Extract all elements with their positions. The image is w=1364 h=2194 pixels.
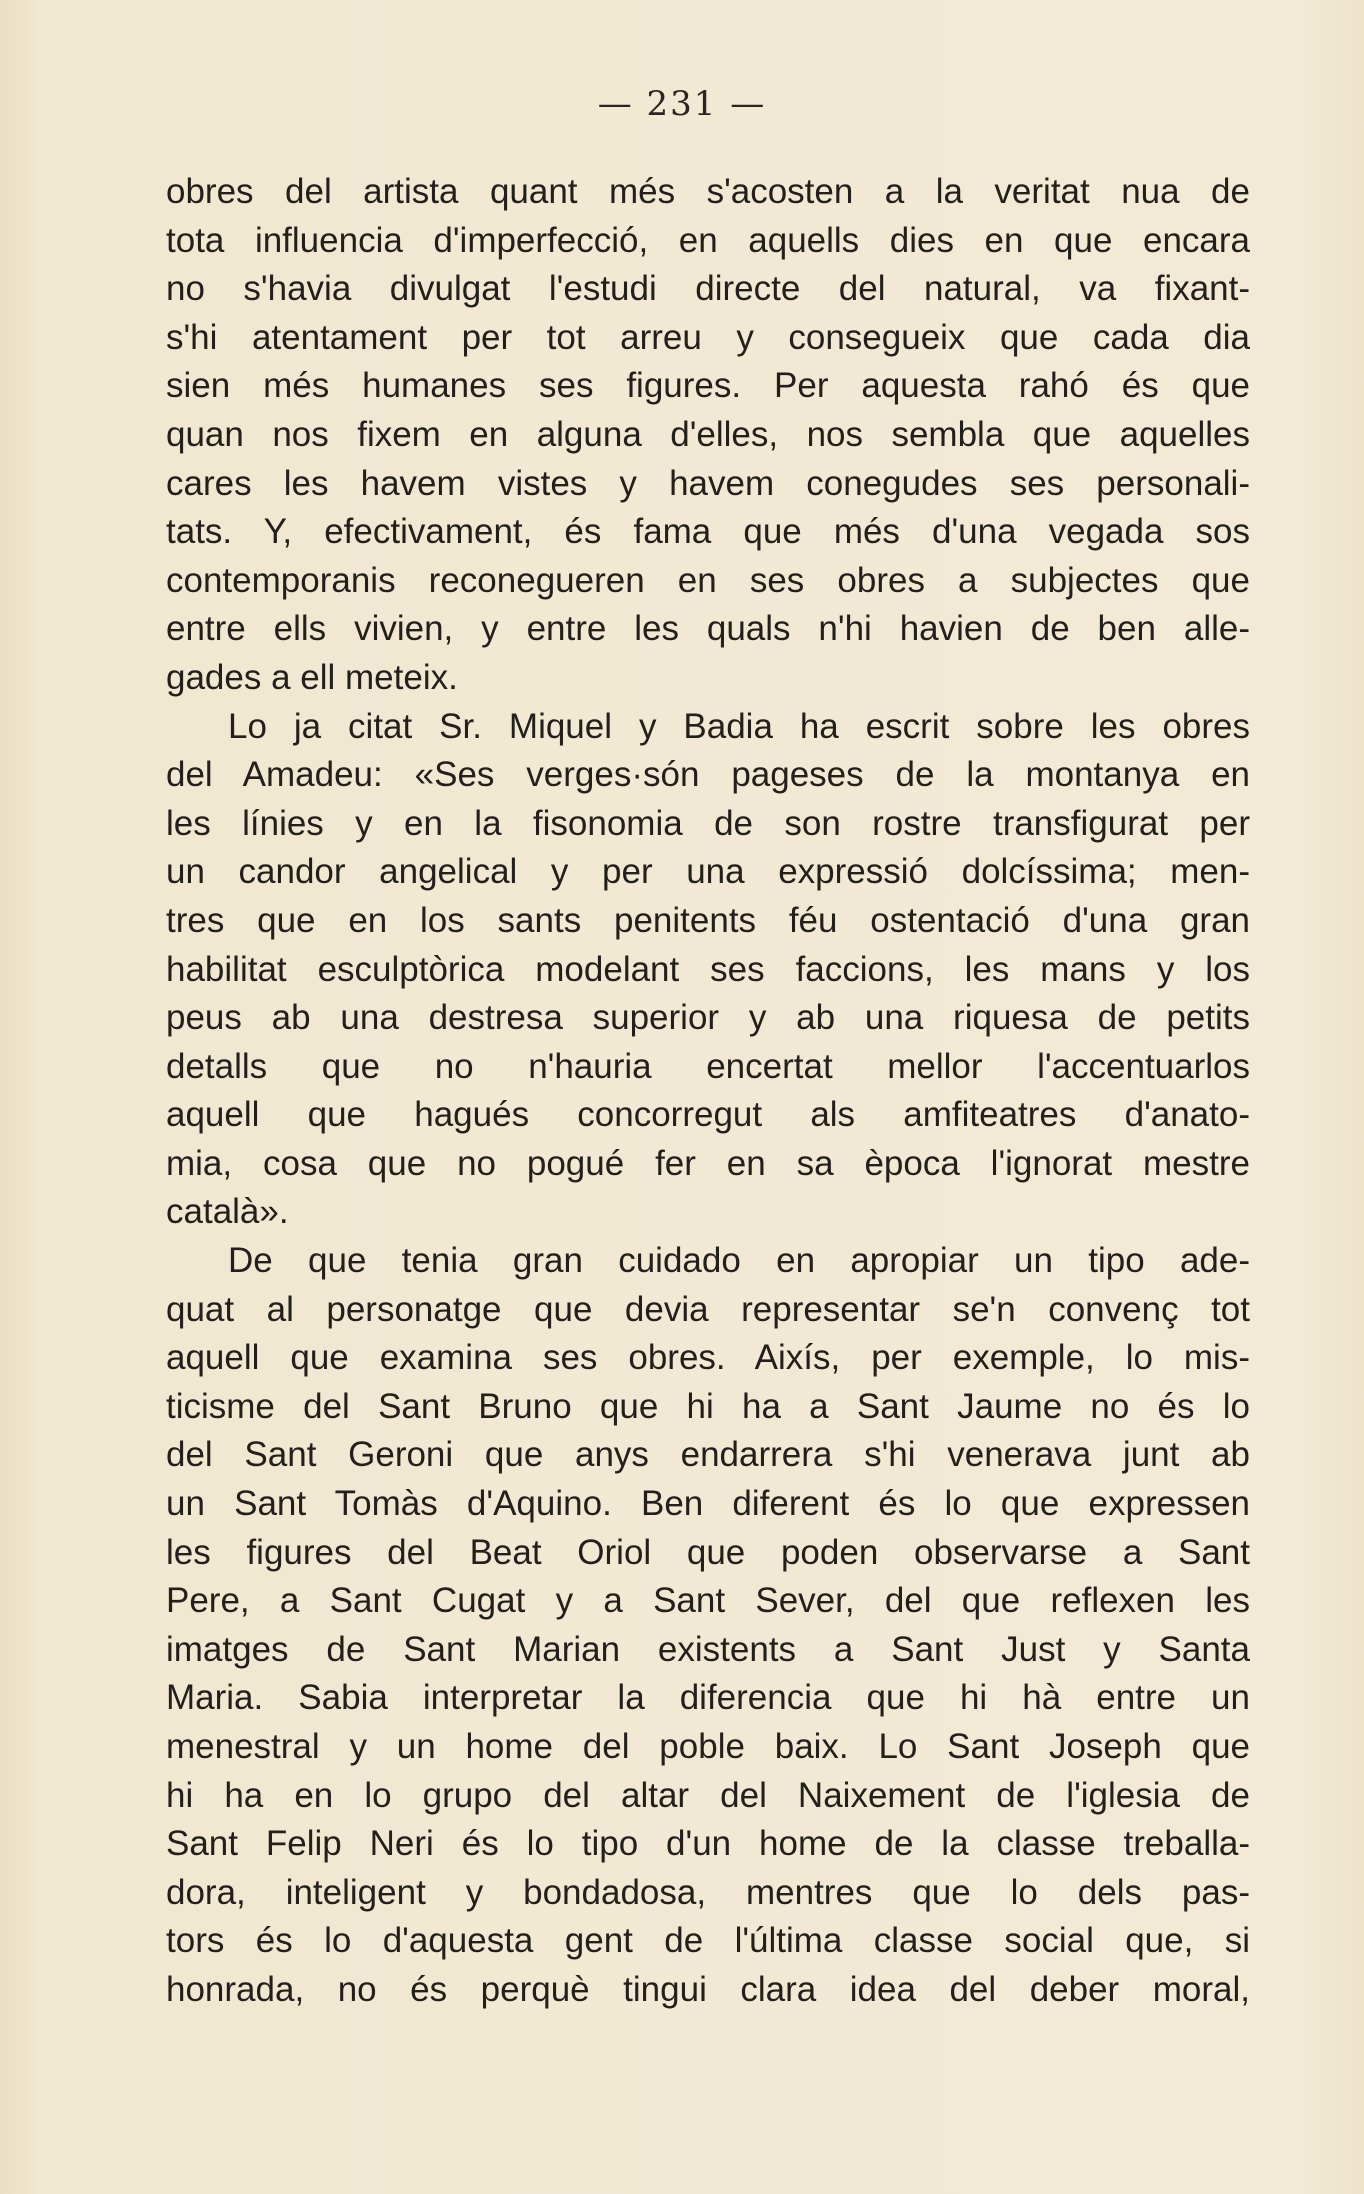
text-line: tors és lo d'aquesta gent de l'última classe social que, si xyxy=(166,1921,1250,1961)
text-line: un Sant Tomàs d'Aquino. Ben diferent és lo que expressen xyxy=(166,1484,1250,1524)
text-line: aquell que hagués concorregut als amfiteatres d'anato- xyxy=(166,1095,1250,1135)
text-line: català». xyxy=(166,1192,289,1232)
text-line: del Sant Geroni que anys endarrera s'hi venerava junt ab xyxy=(166,1435,1250,1475)
text-line: hi ha en lo grupo del altar del Naixement de l'iglesia de xyxy=(166,1775,1250,1815)
text-line: quan nos fixem en alguna d'elles, nos sembla que aquelles xyxy=(166,414,1250,454)
text-line: Maria. Sabia interpretar la diferencia que hi hà entre un xyxy=(166,1678,1250,1718)
text-line: gades a ell meteix. xyxy=(166,657,458,697)
text-line: Lo ja citat Sr. Miquel y Badia ha escrit sobre les obres xyxy=(228,706,1250,746)
text-line: mia, cosa que no pogué fer en sa època l'ignorat mestre xyxy=(166,1143,1250,1183)
text-line: s'hi atentament per tot arreu y consegueix que cada dia xyxy=(166,317,1250,357)
text-line: peus ab una destresa superior y ab una riquesa de petits xyxy=(166,998,1250,1038)
text-line: tats. Y, efectivament, és fama que més d'una vegada sos xyxy=(166,512,1250,552)
text-line: Pere, a Sant Cugat y a Sant Sever, del que reflexen les xyxy=(166,1581,1250,1621)
text-line: tres que en los sants penitents féu ostentació d'una gran xyxy=(166,900,1250,940)
text-line: un candor angelical y per una expressió dolcíssima; men- xyxy=(166,852,1250,892)
text-line: les línies y en la fisonomia de son rostre transfigurat per xyxy=(166,803,1250,843)
text-line: detalls que no n'hauria encertat mellor l'accentuarlos xyxy=(166,1046,1250,1086)
text-line: aquell que examina ses obres. Aixís, per exemple, lo mis- xyxy=(166,1338,1250,1378)
text-line: Sant Felip Neri és lo tipo d'un home de la classe treballa- xyxy=(166,1824,1250,1864)
text-line: ticisme del Sant Bruno que hi ha a Sant Jaume no és lo xyxy=(166,1386,1250,1426)
text-line: sien més humanes ses figures. Per aquesta rahó és que xyxy=(166,366,1250,406)
text-line: cares les havem vistes y havem conegudes ses personali- xyxy=(166,463,1250,503)
text-line: honrada, no és perquè tingui clara idea del deber moral, xyxy=(166,1969,1250,2009)
text-line: no s'havia divulgat l'estudi directe del natural, va fixant- xyxy=(166,269,1250,309)
text-line: imatges de Sant Marian existents a Sant Just y Santa xyxy=(166,1629,1250,1669)
text-line: menestral y un home del poble baix. Lo Sant Joseph que xyxy=(166,1727,1250,1766)
text-line: les figures del Beat Oriol que poden observarse a Sant xyxy=(166,1532,1250,1572)
text-line: dora, inteligent y bondadosa, mentres que lo dels pas- xyxy=(166,1872,1250,1912)
text-line: tota influencia d'imperfecció, en aquells dies en que encara xyxy=(166,220,1250,260)
text-line: De que tenia gran cuidado en apropiar un tipo ade- xyxy=(228,1241,1250,1281)
text-line: del Amadeu: «Ses verges·són pageses de la montanya en xyxy=(166,755,1250,795)
text-line: entre ells vivien, y entre les quals n'hi havien de ben alle- xyxy=(166,609,1250,649)
text-line: obres del artista quant més s'acosten a la veritat nua de xyxy=(166,172,1250,211)
text-line: habilitat esculptòrica modelant ses faccions, les mans y los xyxy=(166,949,1250,989)
text-line: contemporanis reconegueren en ses obres a subjectes que xyxy=(166,560,1250,600)
body-text xyxy=(166,168,1250,2015)
text-line: quat al personatge que devia representar se'n convenç tot xyxy=(166,1289,1250,1329)
page-number: — 231 — xyxy=(597,84,767,124)
